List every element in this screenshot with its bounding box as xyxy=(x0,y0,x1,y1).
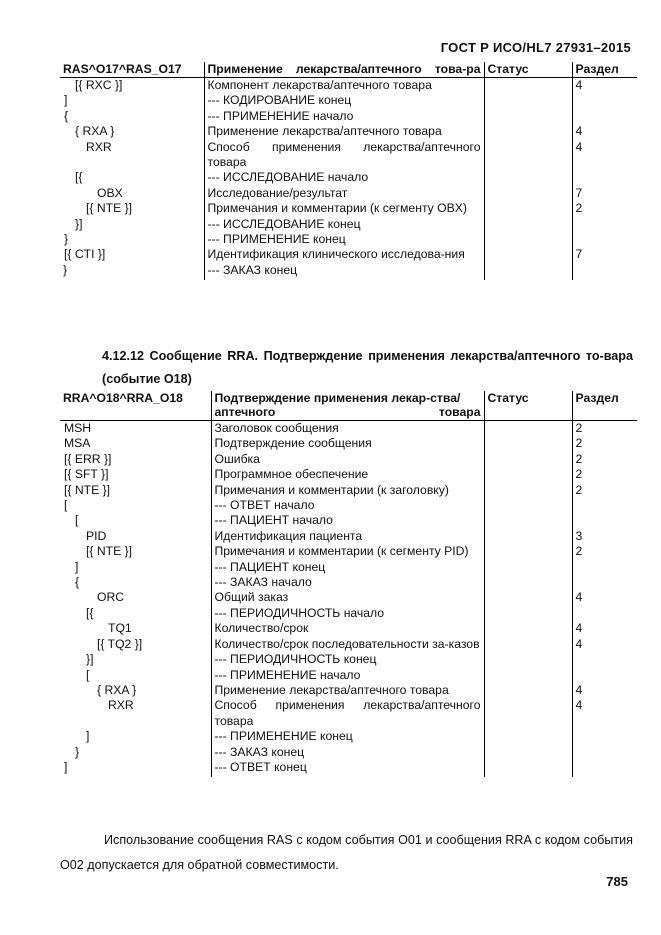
segment-cell: RXR xyxy=(86,139,112,154)
chapter-cell: 4 xyxy=(572,683,637,698)
status-cell xyxy=(484,436,572,451)
description-cell: --- ИССЛЕДОВАНИЕ конец xyxy=(204,217,484,232)
segment-cell: OBX xyxy=(97,185,123,200)
table-row xyxy=(60,247,637,262)
status-cell xyxy=(484,683,572,698)
chapter-cell xyxy=(572,745,637,760)
table-row xyxy=(60,186,637,201)
segment-cell: [{ CTI }] xyxy=(64,247,106,262)
table-row xyxy=(60,729,637,744)
chapter-cell: 4 xyxy=(572,637,637,652)
table-row xyxy=(60,232,637,247)
status-cell xyxy=(484,232,572,247)
description-cell: --- ПРИМЕНЕНИЕ начало xyxy=(204,109,484,124)
description-cell: --- ПАЦИЕНТ начало xyxy=(211,513,484,528)
chapter-cell xyxy=(572,606,637,621)
table-row xyxy=(60,217,637,232)
status-cell xyxy=(484,186,572,201)
header-status: Статус xyxy=(484,62,572,78)
table-row xyxy=(60,93,637,108)
description-cell: --- ПАЦИЕНТ конец xyxy=(211,560,484,575)
status-cell xyxy=(484,498,572,513)
description-cell: Применение лекарства/аптечного товара xyxy=(211,683,484,698)
segment-cell: [{ xyxy=(75,170,83,185)
chapter-cell xyxy=(572,560,637,575)
status-cell xyxy=(484,529,572,544)
status-cell xyxy=(484,201,572,216)
segment-cell: [ xyxy=(86,667,90,682)
status-cell xyxy=(484,170,572,185)
chapter-cell: 7 xyxy=(572,186,637,201)
segment-cell: { RXA } xyxy=(75,124,115,139)
table-row xyxy=(60,544,637,559)
description-cell: --- ЗАКАЗ конец xyxy=(211,745,484,760)
table-row xyxy=(60,513,637,528)
status-cell xyxy=(484,513,572,528)
status-cell xyxy=(484,93,572,108)
status-cell xyxy=(484,590,572,605)
description-cell: Общий заказ xyxy=(211,590,484,605)
description-cell: Идентификация клинического исследова-ния xyxy=(204,247,484,262)
table-row xyxy=(60,683,637,698)
table-row xyxy=(60,575,637,590)
description-cell: Способ применения лекарства/аптечного товара xyxy=(204,140,484,171)
status-cell xyxy=(484,560,572,575)
header-chapter: Раздел xyxy=(572,62,637,78)
segment-cell: [{ RXC }] xyxy=(75,78,123,92)
chapter-cell: 2 xyxy=(572,483,637,498)
chapter-cell: 4 xyxy=(572,698,637,729)
table-row xyxy=(60,421,637,437)
chapter-cell: 4 xyxy=(572,621,637,636)
table-row xyxy=(60,529,637,544)
chapter-cell: 2 xyxy=(572,421,637,437)
table-row xyxy=(60,760,637,777)
chapter-cell xyxy=(572,729,637,744)
chapter-cell xyxy=(572,668,637,683)
status-cell xyxy=(484,78,572,94)
table-row xyxy=(60,621,637,636)
description-cell: --- ОТВЕТ конец xyxy=(211,760,484,777)
segment-cell: { RXA } xyxy=(97,682,137,697)
segment-cell: }] xyxy=(86,652,94,667)
segment-cell: }] xyxy=(75,216,83,231)
status-cell xyxy=(484,668,572,683)
chapter-cell xyxy=(572,232,637,247)
status-cell xyxy=(484,247,572,262)
segment-cell: } xyxy=(64,232,69,247)
segment-cell: [{ NTE }] xyxy=(86,544,133,559)
chapter-cell xyxy=(572,263,637,280)
status-cell xyxy=(484,421,572,437)
table-row xyxy=(60,668,637,683)
status-cell xyxy=(484,544,572,559)
table-row xyxy=(60,78,637,94)
chapter-cell: 7 xyxy=(572,247,637,262)
status-cell xyxy=(484,263,572,280)
description-cell: Примечания и комментарии (к заголовку) xyxy=(211,483,484,498)
description-cell: --- ПЕРИОДИЧНОСТЬ начало xyxy=(211,606,484,621)
table-row xyxy=(60,637,637,652)
status-cell xyxy=(484,637,572,652)
chapter-cell: 2 xyxy=(572,467,637,482)
header-message: RRA^O18^RRA_O18 xyxy=(60,391,211,421)
description-cell: --- ЗАКАЗ конец xyxy=(204,263,484,280)
segment-cell: [{ NTE }] xyxy=(86,201,133,216)
table-row xyxy=(60,652,637,667)
table-row xyxy=(60,590,637,605)
segment-cell: { xyxy=(64,108,69,123)
header-description: Применение лекарства/аптечного това-ра xyxy=(204,62,484,78)
segment-cell: ] xyxy=(64,93,68,108)
segment-cell: [ xyxy=(75,513,79,528)
segment-cell: ] xyxy=(64,759,68,774)
segment-cell: PID xyxy=(86,528,107,543)
status-cell xyxy=(484,698,572,729)
segment-cell: { xyxy=(75,575,80,590)
description-cell: Заголовок сообщения xyxy=(211,421,484,437)
description-cell: Компонент лекарства/аптечного товара xyxy=(204,78,484,94)
header-description: Подтверждение применения лекар-ства/аптечного товара xyxy=(211,391,484,421)
segment-cell: [{ NTE }] xyxy=(64,482,111,497)
chapter-cell xyxy=(572,652,637,667)
table-row xyxy=(60,560,637,575)
table-row xyxy=(60,140,637,171)
description-cell: Исследование/результат xyxy=(204,186,484,201)
chapter-cell: 4 xyxy=(572,78,637,94)
status-cell xyxy=(484,467,572,482)
description-cell: --- ПРИМЕНЕНИЕ начало xyxy=(211,668,484,683)
segment-cell: [{ ERR }] xyxy=(64,451,112,466)
description-cell: --- ОТВЕТ начало xyxy=(211,498,484,513)
rra-message-table xyxy=(60,391,637,777)
table-header-row xyxy=(60,62,637,78)
compatibility-paragraph: Использование сообщения RAS с кодом события O01 и сообщения RRA с кодом события O02 допускается для обратной совместимости. xyxy=(60,833,633,872)
description-cell: Подтверждение сообщения xyxy=(211,436,484,451)
status-cell xyxy=(484,606,572,621)
segment-cell: [{ xyxy=(86,605,94,620)
description-cell: Примечания и комментарии (к сегменту OBX) xyxy=(204,201,484,216)
description-cell: Идентификация пациента xyxy=(211,529,484,544)
segment-cell: RXR xyxy=(108,698,134,713)
segment-cell: ORC xyxy=(97,590,125,605)
table-row xyxy=(60,201,637,216)
description-cell: --- ПЕРИОДИЧНОСТЬ конец xyxy=(211,652,484,667)
segment-cell: [{ SFT }] xyxy=(64,467,109,482)
table-row xyxy=(60,109,637,124)
status-cell xyxy=(484,652,572,667)
segment-cell: ] xyxy=(86,729,90,744)
table-row xyxy=(60,170,637,185)
chapter-cell xyxy=(572,109,637,124)
segment-cell: MSA xyxy=(64,436,91,451)
description-cell: --- ИССЛЕДОВАНИЕ начало xyxy=(204,170,484,185)
segment-cell: } xyxy=(63,262,68,277)
description-cell: Количество/срок xyxy=(211,621,484,636)
status-cell xyxy=(484,575,572,590)
table-row xyxy=(60,467,637,482)
status-cell xyxy=(484,729,572,744)
status-cell xyxy=(484,140,572,171)
chapter-cell: 2 xyxy=(572,201,637,216)
description-cell: --- ПРИМЕНЕНИЕ конец xyxy=(211,729,484,744)
chapter-cell: 2 xyxy=(572,452,637,467)
table-row xyxy=(60,606,637,621)
status-cell xyxy=(484,621,572,636)
chapter-cell xyxy=(572,513,637,528)
description-cell: Применение лекарства/аптечного товара xyxy=(204,124,484,139)
chapter-cell: 4 xyxy=(572,590,637,605)
description-cell: --- ПРИМЕНЕНИЕ конец xyxy=(204,232,484,247)
status-cell xyxy=(484,217,572,232)
header-chapter: Раздел xyxy=(572,391,637,421)
chapter-cell xyxy=(572,498,637,513)
document-header: ГОСТ Р ИСО/HL7 27931–2015 xyxy=(440,40,631,55)
table-row xyxy=(60,452,637,467)
header-message: RAS^O17^RAS_O17 xyxy=(60,62,204,78)
header-status: Статус xyxy=(484,391,572,421)
chapter-cell: 2 xyxy=(572,436,637,451)
description-cell: --- КОДИРОВАНИЕ конец xyxy=(204,93,484,108)
segment-cell: ] xyxy=(75,559,79,574)
table-row xyxy=(60,745,637,760)
chapter-cell: 3 xyxy=(572,529,637,544)
table-row xyxy=(60,124,637,139)
description-cell: Программное обеспечение xyxy=(211,467,484,482)
description-cell: Количество/срок последовательности за-казов xyxy=(211,637,484,652)
table-header-row xyxy=(60,391,637,421)
status-cell xyxy=(484,745,572,760)
status-cell xyxy=(484,109,572,124)
table-row xyxy=(60,263,637,280)
table-row xyxy=(60,483,637,498)
status-cell xyxy=(484,124,572,139)
description-cell: Примечания и комментарии (к сегменту PID) xyxy=(211,544,484,559)
description-cell: Ошибка xyxy=(211,452,484,467)
segment-cell: TQ1 xyxy=(108,621,132,636)
segment-cell: [{ TQ2 }] xyxy=(97,636,143,651)
description-cell: Способ применения лекарства/аптечного товара xyxy=(211,698,484,729)
chapter-cell xyxy=(572,575,637,590)
table-row xyxy=(60,498,637,513)
table-row xyxy=(60,436,637,451)
status-cell xyxy=(484,760,572,777)
chapter-cell xyxy=(572,217,637,232)
chapter-cell: 4 xyxy=(572,140,637,171)
section-heading: 4.12.12 Сообщение RRA. Подтверждение применения лекарства/аптечного то-вара (событие O18) xyxy=(102,349,633,386)
segment-cell: } xyxy=(75,744,80,759)
page-number: 785 xyxy=(606,874,628,889)
segment-cell: MSH xyxy=(64,421,92,435)
segment-cell: [ xyxy=(64,498,68,513)
chapter-cell xyxy=(572,170,637,185)
table-row xyxy=(60,698,637,729)
chapter-cell: 4 xyxy=(572,124,637,139)
description-cell: --- ЗАКАЗ начало xyxy=(211,575,484,590)
chapter-cell xyxy=(572,93,637,108)
status-cell xyxy=(484,483,572,498)
ras-message-table xyxy=(60,62,637,280)
chapter-cell: 2 xyxy=(572,544,637,559)
status-cell xyxy=(484,452,572,467)
chapter-cell xyxy=(572,760,637,777)
